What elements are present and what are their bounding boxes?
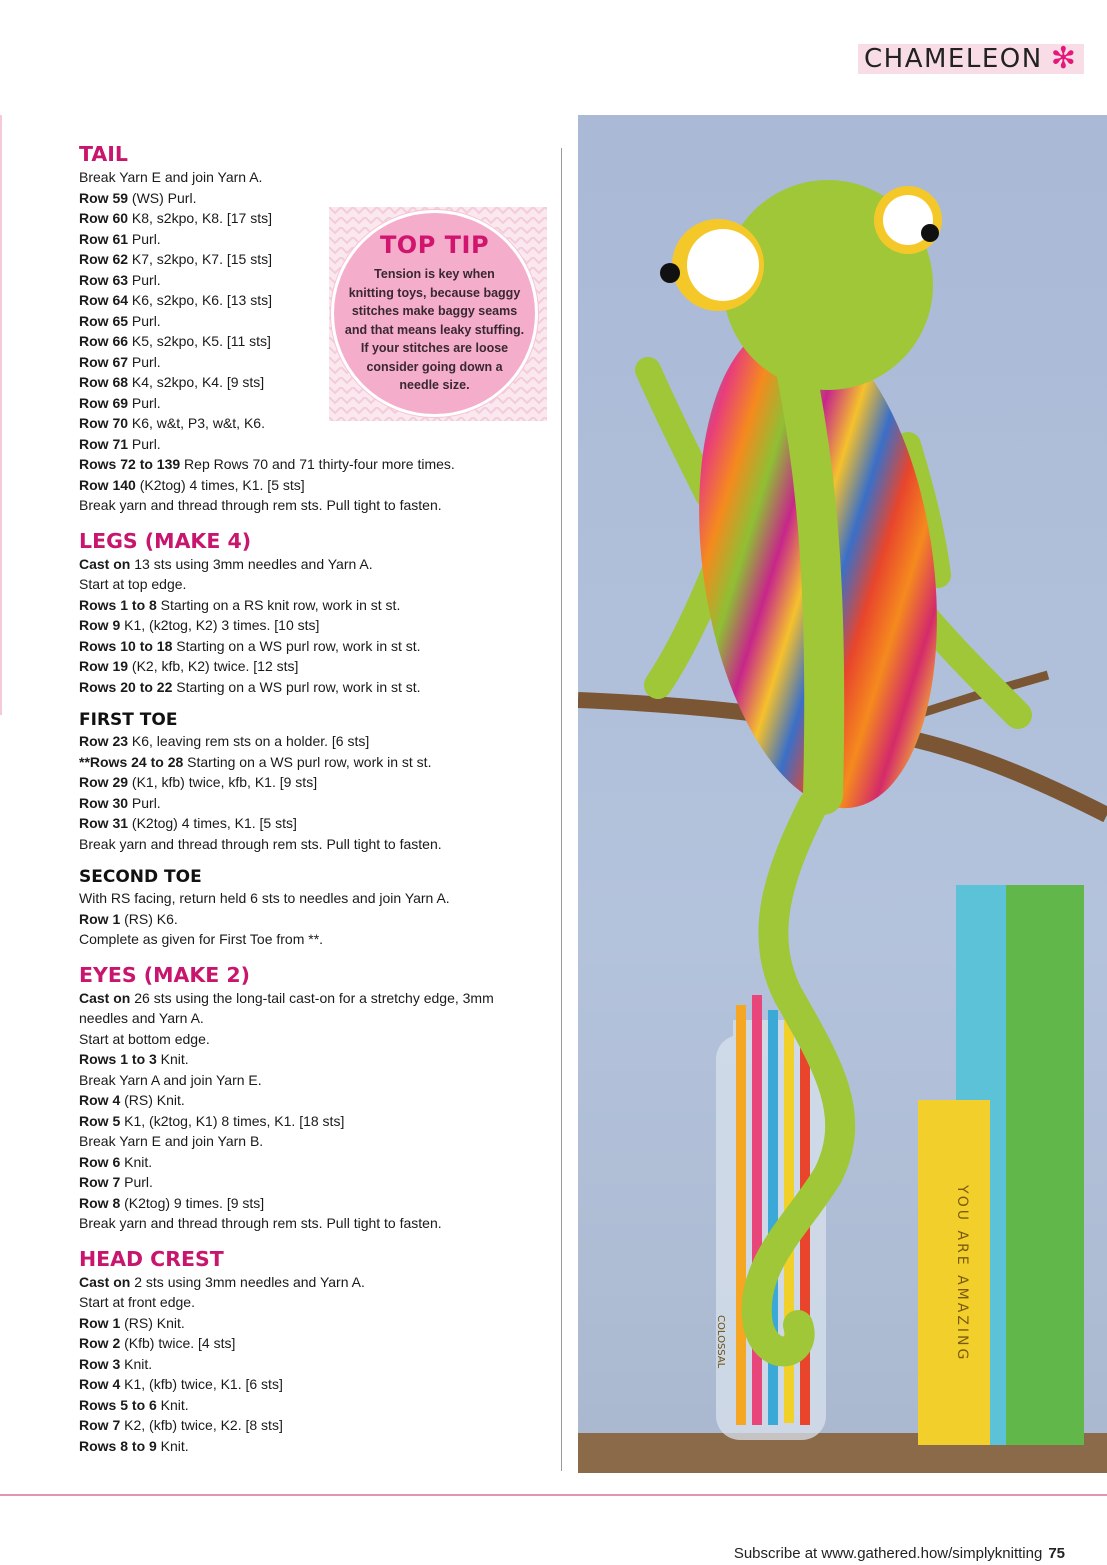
instruction-line: Complete as given for First Toe from **. [79,931,324,947]
row-label: Cast on [79,989,131,1006]
row-label: Cast on [79,555,131,572]
instruction-line: Row 66 K5, s2kpo, K5. [11 sts] [79,333,271,349]
instruction-line: Row 64 K6, s2kpo, K6. [13 sts] [79,292,272,308]
tip-line: Tension is key when [374,267,495,281]
subscribe-link[interactable]: Subscribe at www.gathered.how/simplyknitting [733,1545,1043,1562]
instruction-line: Break Yarn E and join Yarn A. [79,169,263,185]
instruction-line: Row 3 Knit. [79,1355,153,1372]
book-green [1006,885,1084,1445]
instruction-line: Row 2 (Kfb) twice. [4 sts] [79,1335,236,1351]
instruction-line: With RS facing, return held 6 sts to needles and join Yarn A. [79,890,450,906]
row-label: **Rows 24 to 28 [79,753,184,770]
chameleon-photo [578,115,1107,1473]
tip-line: and that means leaky stuffing. [344,322,525,337]
eyes-instructions [79,988,549,1234]
row-label: Rows 10 to 18 [79,637,173,654]
legs-instructions [79,554,549,698]
tip-line: consider going down a [366,359,503,374]
instruction-line: Break Yarn E and join Yarn B. [79,1133,264,1149]
instruction-line: needles and Yarn A. [79,1010,204,1026]
row-label: Row 3 [79,1355,121,1372]
instruction-line: **Rows 24 to 28 Starting on a WS purl row, work in st st. [79,753,432,770]
row-label: Row 7 [79,1174,121,1190]
row-label: Row 68 [79,374,129,390]
heading-tail: TAIL [79,142,128,166]
heading-second-toe: SECOND TOE [79,867,202,887]
row-label: Row 9 [79,617,121,633]
instruction-line: Rows 5 to 6 Knit. [79,1396,189,1413]
row-label: Row 30 [79,794,129,811]
heading-first-toe: FIRST TOE [79,710,178,730]
pencil-text: COLOSSAL [715,1315,726,1369]
row-label: Row 29 [79,774,129,790]
row-label: Row 60 [79,210,129,226]
instruction-line: Row 67 Purl. [79,353,161,370]
instruction-line: Break yarn and thread through rem sts. Pull tight to fasten. [79,497,442,513]
instruction-line: Break Yarn A and join Yarn E. [79,1071,262,1088]
book-yellow [918,1100,990,1445]
footer-rule [0,1494,1107,1496]
instruction-line: Cast on 26 sts using the long-tail cast-on for a stretchy edge, 3mm [79,989,494,1006]
instruction-line: Row 7 K2, (kfb) twice, K2. [8 sts] [79,1417,283,1433]
row-label: Row 69 [79,394,129,411]
row-label: Row 19 [79,658,129,674]
column-divider [561,148,562,1471]
row-label: Row 31 [79,815,129,831]
row-label: Row 70 [79,415,129,431]
section-title: CHAMELEON [864,44,1043,74]
instruction-line: Start at bottom edge. [79,1030,210,1047]
flower-icon: ✻ [1050,42,1076,75]
instruction-line: Rows 8 to 9 Knit. [79,1437,189,1454]
instruction-line: Break yarn and thread through rem sts. Pull tight to fasten. [79,835,442,852]
instruction-line: Row 62 K7, s2kpo, K7. [15 sts] [79,251,272,267]
margin-rule [0,115,2,715]
instruction-line: Row 68 K4, s2kpo, K4. [9 sts] [79,374,265,390]
instruction-line: Row 5 K1, (k2tog, K1) 8 times, K1. [18 sts] [79,1112,345,1129]
top-tip-text [340,265,530,395]
tip-line: knitting toys, because baggy [348,285,521,300]
row-label: Row 5 [79,1112,121,1129]
row-label: Row 1 [79,1314,121,1331]
book-spine-text: YOU ARE AMAZING [954,1185,970,1363]
row-label: Row 67 [79,353,129,370]
row-label: Rows 1 to 8 [79,596,157,613]
instruction-line: Row 19 (K2, kfb, K2) twice. [12 sts] [79,658,299,674]
instruction-line: Row 61 Purl. [79,230,161,247]
section-title-box [858,44,1084,74]
row-label: Row 63 [79,271,129,288]
footer [734,1545,1065,1562]
instruction-line: Row 30 Purl. [79,794,161,811]
instruction-line: Row 63 Purl. [79,271,161,288]
instruction-line: Cast on 2 sts using 3mm needles and Yarn A. [79,1273,365,1290]
heading-legs: LEGS (MAKE 4) [79,528,252,553]
row-label: Row 64 [79,292,129,308]
row-label: Row 4 [79,1376,121,1392]
instruction-line: Row 1 (RS) Knit. [79,1314,185,1331]
instruction-line: Row 4 (RS) Knit. [79,1092,185,1108]
row-label: Row 1 [79,910,121,927]
first-toe-instructions [79,731,549,854]
instruction-line: Cast on 13 sts using 3mm needles and Yarn A. [79,555,373,572]
row-label: Row 140 [79,476,136,493]
page-number: 75 [1048,1545,1065,1562]
instruction-line: Row 23 K6, leaving rem sts on a holder. [6 sts] [79,733,370,749]
row-label: Row 6 [79,1153,121,1170]
instruction-line: Row 9 K1, (k2tog, K2) 3 times. [10 sts] [79,617,320,633]
row-label: Row 62 [79,251,129,267]
instruction-line: Row 4 K1, (kfb) twice, K1. [6 sts] [79,1376,283,1392]
row-label: Row 23 [79,733,129,749]
row-label: Row 7 [79,1417,121,1433]
instruction-line: Rows 72 to 139 Rep Rows 70 and 71 thirty-four more times. [79,456,455,472]
row-label: Row 8 [79,1194,121,1211]
tip-line: If your stitches are loose [360,341,509,355]
instruction-line: Row 60 K8, s2kpo, K8. [17 sts] [79,210,272,226]
row-label: Row 4 [79,1092,121,1108]
top-tip-title: TOP TIP [379,231,490,259]
instruction-line: Row 29 (K1, kfb) twice, kfb, K1. [9 sts] [79,774,318,790]
instruction-line: Row 59 (WS) Purl. [79,189,197,206]
tip-line: stitches make baggy seams [351,304,518,318]
heading-head-crest: HEAD CREST [79,1246,224,1271]
row-label: Row 65 [79,312,129,329]
row-label: Row 59 [79,189,129,206]
heading-eyes: EYES (MAKE 2) [79,962,251,987]
instruction-line: Row 1 (RS) K6. [79,910,178,927]
row-label: Row 71 [79,435,129,452]
instruction-line: Row 65 Purl. [79,312,161,329]
instruction-line: Row 8 (K2tog) 9 times. [9 sts] [79,1194,265,1211]
row-label: Rows 8 to 9 [79,1437,157,1454]
row-label: Rows 1 to 3 [79,1051,157,1067]
instruction-line: Row 69 Purl. [79,394,161,411]
row-label: Cast on [79,1273,131,1290]
row-label: Rows 5 to 6 [79,1396,157,1413]
row-label: Rows 20 to 22 [79,678,173,695]
instruction-line: Start at front edge. [79,1294,195,1310]
row-label: Row 61 [79,230,129,247]
second-toe-instructions [79,888,549,950]
row-label: Rows 72 to 139 [79,456,181,472]
top-tip-callout [331,210,538,417]
tip-line: needle size. [399,378,470,392]
head-crest-instructions [79,1272,549,1457]
instruction-line: Rows 10 to 18 Starting on a WS purl row, work in st st. [79,637,421,654]
row-label: Row 66 [79,333,129,349]
instruction-line: Rows 1 to 3 Knit. [79,1051,189,1067]
instruction-line: Rows 20 to 22 Starting on a WS purl row, work in st st. [79,678,421,695]
instruction-line: Row 31 (K2tog) 4 times, K1. [5 sts] [79,815,297,831]
row-label: Row 2 [79,1335,121,1351]
instruction-line: Row 140 (K2tog) 4 times, K1. [5 sts] [79,476,305,493]
instruction-line: Break yarn and thread through rem sts. Pull tight to fasten. [79,1215,442,1231]
instruction-line: Row 71 Purl. [79,435,161,452]
instruction-line: Row 7 Purl. [79,1174,153,1190]
instruction-line: Row 70 K6, w&t, P3, w&t, K6. [79,415,265,431]
instruction-line: Start at top edge. [79,576,187,592]
instruction-line: Row 6 Knit. [79,1153,153,1170]
instruction-line: Rows 1 to 8 Starting on a RS knit row, work in st st. [79,596,401,613]
